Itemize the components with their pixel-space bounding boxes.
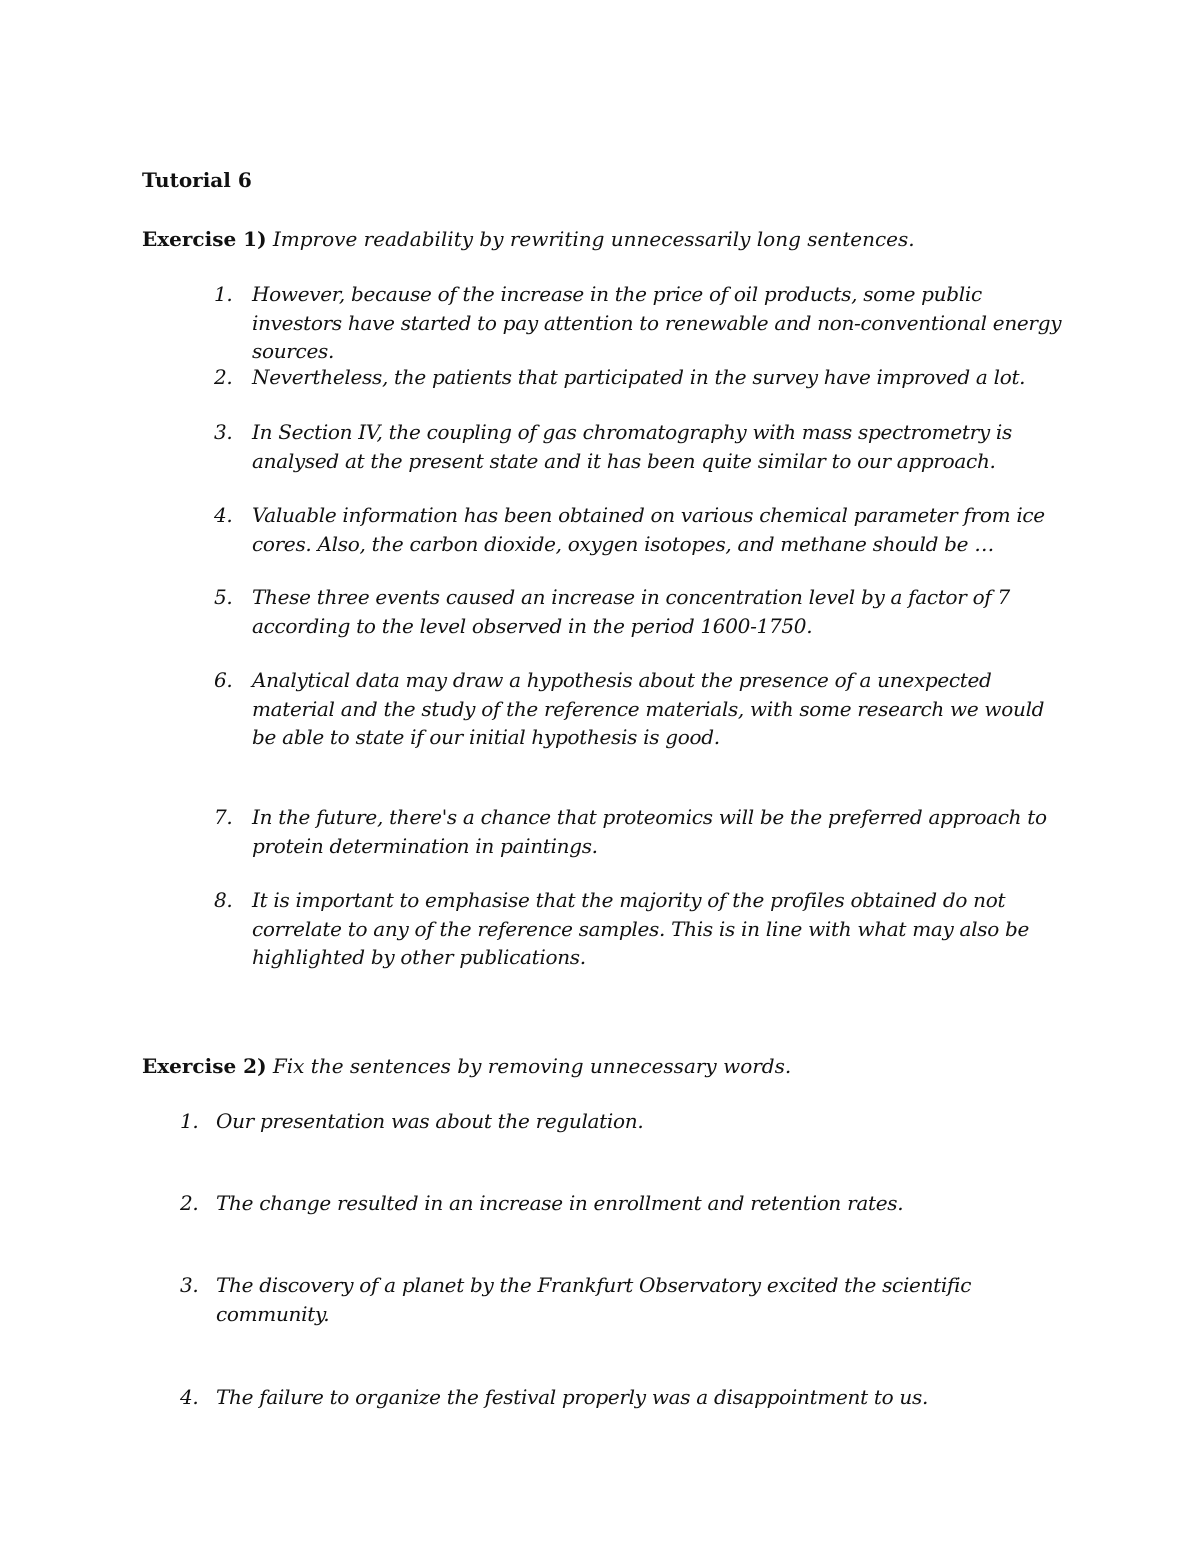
exercise-1-item-7 xyxy=(214,803,1072,860)
exercise-1-item-4 xyxy=(214,501,1072,558)
item-text: In Section IV, the coupling of gas chromatography with mass spectrometry is analysed at the present state and it has been quite similar to our approach. xyxy=(252,420,1012,473)
item-number: 7. xyxy=(214,805,233,829)
item-number: 1. xyxy=(214,282,233,306)
exercise-1-item-8 xyxy=(214,886,1072,972)
item-text: Nevertheless, the patients that participated in the survey have improved a lot. xyxy=(252,365,1026,389)
exercise-2-item-4 xyxy=(180,1383,1036,1412)
item-text: The failure to organize the festival properly was a disappointment to us. xyxy=(216,1385,929,1409)
item-number: 4. xyxy=(214,503,233,527)
exercise-2-item-3 xyxy=(180,1271,1036,1328)
item-number: 3. xyxy=(214,420,233,444)
exercise-2-item-2 xyxy=(180,1189,1036,1218)
item-number: 8. xyxy=(214,888,233,912)
exercise-2-label: Exercise 2) xyxy=(142,1054,267,1078)
exercise-1-instruction: Improve readability by rewriting unnecessarily long sentences. xyxy=(272,227,915,251)
item-text: It is important to emphasise that the majority of the profiles obtained do not correlate to any of the reference samples. This is in line with what may also be highlighted by other publications. xyxy=(252,888,1030,969)
exercise-1-heading xyxy=(142,225,915,253)
item-number: 5. xyxy=(214,585,233,609)
item-number: 2. xyxy=(214,365,233,389)
exercise-1-item-6 xyxy=(214,666,1072,752)
exercise-1-label: Exercise 1) xyxy=(142,227,267,251)
item-text: In the future, there's a chance that proteomics will be the preferred approach to protein determination in paintings. xyxy=(252,805,1047,858)
item-number: 6. xyxy=(214,668,233,692)
item-text: Valuable information has been obtained on various chemical parameter from ice cores. Also, the carbon dioxide, oxygen isotopes, and methane should be … xyxy=(252,503,1045,556)
exercise-1-item-2 xyxy=(214,363,1072,392)
item-number: 2. xyxy=(180,1191,199,1215)
exercise-1-item-5 xyxy=(214,583,1072,640)
exercise-1-item-3 xyxy=(214,418,1072,475)
item-number: 1. xyxy=(180,1109,199,1133)
item-number: 4. xyxy=(180,1385,199,1409)
item-number: 3. xyxy=(180,1273,199,1297)
item-text: The discovery of a planet by the Frankfurt Observatory excited the scientific community. xyxy=(216,1273,972,1326)
exercise-2-instruction: Fix the sentences by removing unnecessary words. xyxy=(272,1054,792,1078)
item-text: The change resulted in an increase in enrollment and retention rates. xyxy=(216,1191,904,1215)
page-title: Tutorial 6 xyxy=(142,168,252,192)
exercise-2-heading xyxy=(142,1052,791,1080)
exercise-2-item-1 xyxy=(180,1107,1036,1136)
item-text: However, because of the increase in the price of oil products, some public investors have started to pay attention to renewable and non-conventional energy sources. xyxy=(252,282,1062,363)
item-text: These three events caused an increase in concentration level by a factor of 7 according to the level observed in the period 1600-1750. xyxy=(252,585,1010,638)
item-text: Analytical data may draw a hypothesis about the presence of a unexpected material and the study of the reference materials, with some research we would be able to state if our initial hypothesis is good. xyxy=(252,668,1045,749)
item-text: Our presentation was about the regulation. xyxy=(216,1109,644,1133)
exercise-1-item-1 xyxy=(214,280,1072,366)
